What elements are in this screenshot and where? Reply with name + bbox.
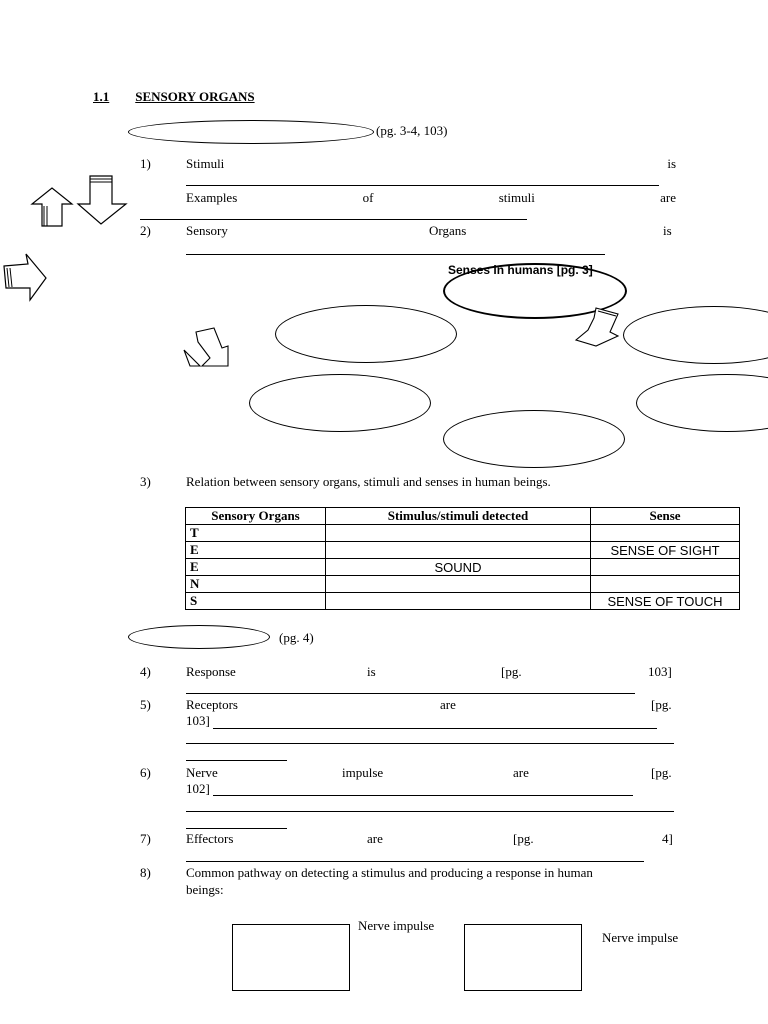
q2-answer-line[interactable] xyxy=(186,254,605,255)
diagonal-arrow-icon-left xyxy=(182,326,232,368)
q2-word-is: is xyxy=(663,223,672,238)
table-row xyxy=(186,525,740,542)
pathway-label-2: Nerve impulse xyxy=(602,930,679,945)
section-title: SENSORY ORGANS xyxy=(135,89,255,104)
table-row xyxy=(186,542,740,559)
right-arrow-icon xyxy=(2,252,50,302)
q7-answer-line[interactable] xyxy=(186,861,644,862)
answer-ellipse-1[interactable] xyxy=(128,120,374,144)
sense-ellipse-2[interactable] xyxy=(623,306,768,364)
table-cell: N xyxy=(186,576,326,593)
down-arrow-icon xyxy=(78,174,130,226)
sense-ellipse-5[interactable] xyxy=(443,410,625,468)
q2-number: 2) xyxy=(140,223,151,238)
q5-word: [pg. xyxy=(651,697,672,712)
section-number: 1.1 xyxy=(93,89,110,104)
answer-ellipse-2[interactable] xyxy=(128,625,270,649)
table-cell[interactable] xyxy=(591,559,740,576)
q4-word: 103] xyxy=(648,664,672,679)
page-reference-1: (pg. 3-4, 103) xyxy=(376,123,448,138)
page-reference-2: (pg. 4) xyxy=(279,630,314,645)
q1-number: 1) xyxy=(140,156,151,171)
table-header-row xyxy=(186,508,740,525)
q5-answer-line-2[interactable] xyxy=(186,743,674,744)
q1-word-stimuli: stimuli xyxy=(498,190,535,205)
table-header: Stimulus/stimuli detected xyxy=(326,508,591,525)
q5-answer-line[interactable] xyxy=(213,728,657,729)
q3-text: Relation between sensory organs, stimuli and senses in human beings. xyxy=(186,474,551,489)
q1-is: is xyxy=(667,156,676,171)
q1-stimuli: Stimuli xyxy=(186,156,225,171)
q1-word-examples: Examples xyxy=(186,190,238,205)
q4-word: [pg. xyxy=(501,664,522,679)
q1-word-of: of xyxy=(362,190,374,205)
q4-word: is xyxy=(367,664,376,679)
table-row xyxy=(186,576,740,593)
q6-answer-line-3[interactable] xyxy=(186,828,287,829)
table-row xyxy=(186,593,740,610)
q6-number: 6) xyxy=(140,765,151,780)
q7-word: 4] xyxy=(662,831,673,846)
q6-word: are xyxy=(513,765,529,780)
q6-answer-line-2[interactable] xyxy=(186,811,674,812)
q6-word: Nerve xyxy=(186,765,218,780)
q6-answer-line[interactable] xyxy=(213,795,633,796)
q2-word-organs: Organs xyxy=(429,223,467,238)
up-arrow-icon xyxy=(30,186,80,228)
table-header: Sensory Organs xyxy=(186,508,326,525)
q5-number: 5) xyxy=(140,697,151,712)
senses-title: Senses in humans [pg. 3] xyxy=(448,263,593,277)
q1-answer-line[interactable] xyxy=(186,185,659,186)
q1-line xyxy=(186,156,676,172)
q6-ref-cont: 102] xyxy=(186,781,210,796)
sense-ellipse-4[interactable] xyxy=(636,374,768,432)
table-cell[interactable] xyxy=(326,542,591,559)
pathway-box-2[interactable] xyxy=(464,924,582,991)
sense-ellipse-1[interactable] xyxy=(275,305,457,363)
table-row xyxy=(186,559,740,576)
q1-examples-answer-line[interactable] xyxy=(140,219,527,220)
table-cell: E xyxy=(186,559,326,576)
q7-number: 7) xyxy=(140,831,151,846)
table-cell: SENSE OF TOUCH xyxy=(591,593,740,610)
table-cell: E xyxy=(186,542,326,559)
q4-number: 4) xyxy=(140,664,151,679)
q6-word: [pg. xyxy=(651,765,672,780)
table-cell[interactable] xyxy=(326,525,591,542)
q1-examples-line xyxy=(186,190,676,206)
table-cell[interactable] xyxy=(326,576,591,593)
table-header: Sense xyxy=(591,508,740,525)
q4-answer-line[interactable] xyxy=(186,693,635,694)
q5-word: Receptors xyxy=(186,697,238,712)
table-cell[interactable] xyxy=(591,576,740,593)
section-heading xyxy=(93,89,255,105)
q7-word: are xyxy=(367,831,383,846)
q5-word: are xyxy=(440,697,456,712)
sense-ellipse-3[interactable] xyxy=(249,374,431,432)
q6-word: impulse xyxy=(342,765,384,780)
q7-word: [pg. xyxy=(513,831,534,846)
q8-number: 8) xyxy=(140,865,151,880)
q3-number: 3) xyxy=(140,474,151,489)
table-cell: SENSE OF SIGHT xyxy=(591,542,740,559)
q2-word-sensory: Sensory xyxy=(186,223,228,238)
q5-answer-line-3[interactable] xyxy=(186,760,287,761)
q1-word-are: are xyxy=(660,190,676,205)
relation-table xyxy=(185,507,740,610)
q5-ref-cont: 103] xyxy=(186,713,210,728)
table-cell[interactable] xyxy=(326,593,591,610)
table-cell: S xyxy=(186,593,326,610)
table-cell: SOUND xyxy=(326,559,591,576)
q4-word: Response xyxy=(186,664,236,679)
q8-text-2: beings: xyxy=(186,882,224,897)
q7-word: Effectors xyxy=(186,831,234,846)
table-cell[interactable] xyxy=(591,525,740,542)
pathway-box-1[interactable] xyxy=(232,924,350,991)
diagonal-arrow-icon-right xyxy=(574,304,624,348)
pathway-label-1: Nerve impulse xyxy=(358,918,435,933)
table-cell: T xyxy=(186,525,326,542)
q8-text: Common pathway on detecting a stimulus and producing a response in human xyxy=(186,865,593,880)
